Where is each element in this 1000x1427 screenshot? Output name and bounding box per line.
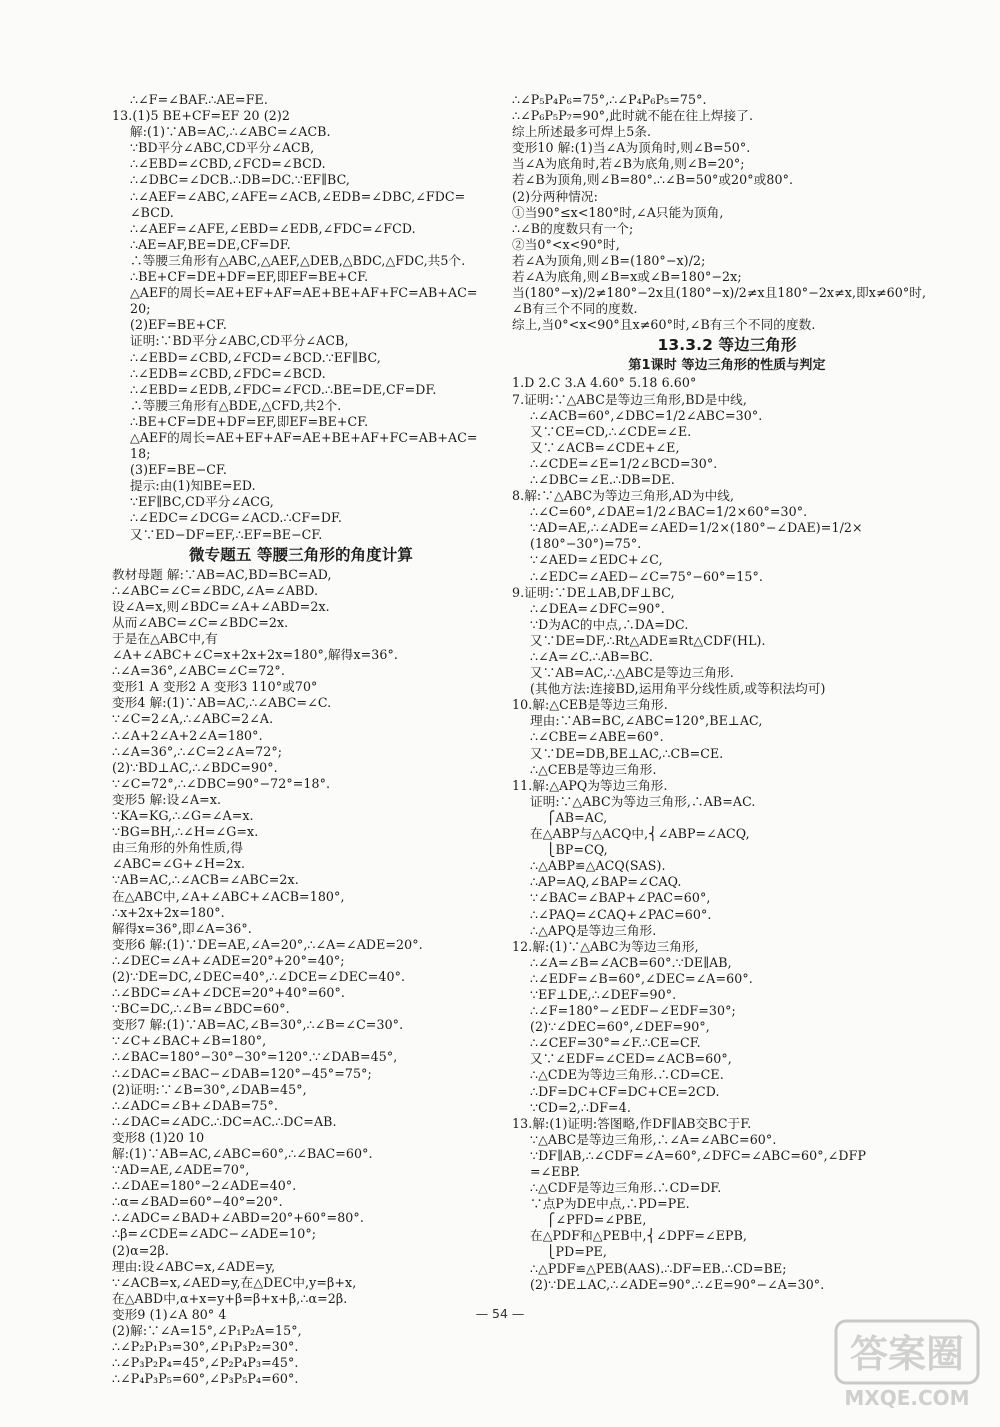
text-line: ∴∠CEF=30°=∠F.∴CE=CF.	[530, 1035, 701, 1051]
text-line: ⎧AB=AC,	[546, 809, 608, 825]
text-line: 于是在△ABC中,有	[112, 631, 218, 646]
text-line: ∴x+2x+2x=180°.	[112, 904, 225, 920]
text-line: 变形4 解:(1)∵AB=AC,∴∠ABC=∠C.	[112, 695, 332, 711]
right-column	[512, 92, 942, 1293]
text-line: ∵∠C+∠BAC+∠B=180°,	[112, 1033, 267, 1049]
text-line: ∴等腰三角形有△ABC,△AEF,△DEB,△BDC,△FDC,共5个.	[130, 252, 466, 268]
text-line: ∴△PDF≌△PEB(AAS).∴DF=EB.∴CD=BE;	[530, 1260, 787, 1276]
text-line: ∠ABC=∠G+∠H=2x.	[112, 856, 246, 872]
text-line: 综上所述最多可焊上5条.	[512, 124, 652, 140]
text-line: (2)∵BD⊥AC,∴∠BDC=90°.	[112, 759, 278, 775]
text-line: ∵BC=DC,∴∠B=∠BDC=60°.	[112, 1001, 290, 1017]
text-line: ∴∠ADC=∠BAD+∠ABD=20°+60°=80°.	[112, 1210, 364, 1226]
text-line: 变形1 A 变形2 A 变形3 110°或70°	[112, 679, 318, 695]
text-line: ∴△CDE为等边三角形.∴CD=CE.	[530, 1067, 724, 1083]
text-line: ∴∠A=36°,∠ABC=∠C=72°.	[112, 663, 285, 679]
watermark-sub: MXQE.COM	[844, 1386, 970, 1410]
text-line: ∴BE+CF=DE+DF=EF,即EF=BE+CF.	[130, 413, 369, 429]
text-line: ∴∠DEA=∠DFC=90°.	[530, 600, 665, 616]
text-line: ∴∠P₂P₁P₃=30°,∠P₁P₃P₂=30°.	[112, 1339, 299, 1355]
text-line: ∴∠DBC=∠DCB.∴DB=DC.∵EF∥BC,	[130, 172, 351, 188]
text-line: 解得x=36°,即∠A=36°.	[112, 920, 252, 936]
text-line: ∴等腰三角形有△BDE,△CFD,共2个.	[130, 397, 342, 413]
text-line: ⎩PD=PE,	[546, 1244, 607, 1260]
text-line: ∴β=∠CDE=∠ADC−∠ADE=10°;	[112, 1226, 317, 1242]
text-line: ∴△CEB是等边三角形.	[530, 761, 657, 777]
text-line: 又∵∠ACB=∠CDE+∠E,	[530, 439, 680, 455]
text-line: ∴∠A+2∠A+2∠A=180°.	[112, 727, 263, 743]
text-line: 13.(1)5 BE+CF=EF 20 (2)2	[112, 108, 291, 124]
text-line: (2)EF=BE+CF.	[130, 317, 227, 333]
text-line: ∴AP=AQ,∠BAP=∠CAQ.	[530, 874, 682, 890]
text-line: ∠BCD.	[130, 204, 174, 220]
left-column	[112, 92, 490, 1387]
text-line: 变形10 解:(1)当∠A为顶角时,则∠B=50°.	[512, 140, 751, 156]
text-line: ②当0°<x<90°时,	[512, 236, 620, 252]
text-line: ∴∠C=60°,∠DAE=1/2∠BAC=1/2×60°=30°.	[530, 504, 808, 520]
text-line: ∴∠ABC=∠C=∠BDC,∠A=∠ABD.	[112, 582, 319, 598]
text-line: 证明:∵BD平分∠ABC,CD平分∠ACB,	[130, 333, 349, 349]
text-line: 证明:∵△ABC为等边三角形,∴AB=AC.	[530, 793, 756, 809]
text-line: 设∠A=x,则∠BDC=∠A+∠ABD=2x.	[112, 598, 330, 614]
text-line: ∵△ABC是等边三角形,∴∠A=∠ABC=60°.	[530, 1131, 777, 1147]
text-line: (2)α=2β.	[112, 1242, 169, 1258]
text-line: (2)分两种情况:	[512, 188, 598, 204]
text-line: 当(180°−x)/2≠180°−2x且(180°−x)/2≠x且180°−2x≠x,即x≠60°时,	[512, 285, 927, 301]
text-line: 在△PDF和△PEB中,⎨∠DPF=∠EPB,	[530, 1228, 748, 1244]
text-line: ∴∠F=180°−∠EDF−∠EDF=30°;	[530, 1003, 736, 1019]
text-line: 又∵AB=AC,∴△ABC是等边三角形.	[530, 665, 734, 681]
section-title: 13.3.2 等边三角形	[657, 336, 797, 355]
text-line: ∠A+∠ABC+∠C=x+2x+2x=180°,解得x=36°.	[112, 647, 398, 663]
text-line: 又∵DE=DF,∴Rt△ADE≌Rt△CDF(HL).	[530, 632, 766, 648]
text-line: ∴∠F=∠BAF.∴AE=FE.	[130, 92, 268, 107]
text-line: (2)证明:∵∠B=30°,∠DAB=45°,	[112, 1081, 307, 1097]
text-line: ∴△CDF是等边三角形.∴CD=DF.	[530, 1180, 722, 1196]
text-line: ∴∠EDF=∠B=60°,∠DEC=∠A=60°.	[530, 970, 753, 986]
text-line: ∴∠EBD=∠EDB,∠FDC=∠FCD.∴BE=DE,CF=DF.	[130, 381, 437, 397]
text-line: 10.解:△CEB是等边三角形.	[512, 697, 668, 713]
text-line: 若∠A为底角,则∠B=x或∠B=180°−2x;	[512, 269, 742, 285]
text-line: 综上,当0°<x<90°且x≠60°时,∠B有三个不同的度数.	[512, 317, 816, 333]
text-line: 若∠B为顶角,则∠B=80°.∴∠B=50°或20°或80°.	[512, 172, 794, 188]
text-line: 从而∠ABC=∠C=∠BDC=2x.	[112, 614, 289, 630]
text-line: △AEF的周长=AE+EF+AF=AE+BE+AF+FC=AB+AC=	[130, 285, 478, 301]
text-line: 又∵ED−DF=EF,∴EF=BE−CF.	[130, 526, 323, 542]
text-line: 在△ABC中,∠A+∠ABC+∠ACB=180°,	[112, 888, 345, 904]
text-line: ∴∠EBD=∠CBD,∠FCD=∠BCD.∵EF∥BC,	[130, 349, 381, 365]
text-line: 13.解:(1)证明:答图略,作DF∥AB交BC于F.	[512, 1115, 752, 1131]
text-line: ①当90°≤x<180°时,∠A只能为顶角,	[512, 204, 724, 220]
text-line: ∵∠ACB=x,∠AED=y,在△DEC中,y=β+x,	[112, 1274, 357, 1290]
text-line: (2)∵∠DEC=60°,∠DEF=90°,	[530, 1019, 710, 1035]
text-line: ∴∠EDB=∠CBD,∠FDC=∠BCD.	[130, 365, 326, 381]
text-line: ∴∠P₄P₃P₅=60°,∠P₃P₅P₄=60°.	[112, 1371, 299, 1387]
text-line: ∴∠EBD=∠CBD,∠FCD=∠BCD.	[130, 156, 326, 172]
text-line: 12.解:(1)∵△ABC为等边三角形,	[512, 938, 699, 954]
text-line: ∴∠P₆P₅P₇=90°,此时就不能在往上焊接了.	[512, 108, 754, 124]
text-line: ∴BE+CF=DE+DF=EF,即EF=BE+CF.	[130, 269, 369, 285]
text-line: ∵D为AC的中点,∴DA=DC.	[530, 616, 689, 632]
text-line: 变形8 (1)20 10	[112, 1129, 205, 1145]
text-line: 变形9 (1)∠A 80° 4	[112, 1306, 227, 1322]
text-line: ∴△ABP≌△ACQ(SAS).	[530, 858, 666, 874]
text-line: ∴△APQ是等边三角形.	[530, 922, 657, 938]
text-line: ∴∠DEC=∠A+∠ADE=20°+20°=40°;	[112, 952, 345, 968]
text-line: ∴∠A=∠B=∠ACB=60°.∵DE∥AB,	[530, 954, 732, 970]
text-line: 8.解:∵△ABC为等边三角形,AD为中线,	[512, 488, 735, 504]
text-line: ∴∠P₃P₂P₄=45°,∠P₂P₄P₃=45°.	[112, 1355, 299, 1371]
text-line: 又∵∠EDF=∠CED=∠ACB=60°,	[530, 1051, 732, 1067]
text-line: ∴∠ADC=∠B+∠DAB=75°.	[112, 1097, 278, 1113]
watermark-main: 答案圈	[849, 1332, 965, 1376]
text-line: ∴∠DBC=∠E.∴DB=DE.	[530, 471, 675, 487]
text-line: ∴∠A=∠C.∴AB=BC.	[530, 649, 653, 664]
text-line: ∴∠ACB=60°,∠DBC=1/2∠ABC=30°.	[530, 407, 763, 423]
text-line: ∴AE=AF,BE=DE,CF=DF.	[130, 236, 291, 252]
text-line: 解:(1)∵AB=AC,∴∠ABC=∠ACB.	[130, 124, 331, 140]
text-line: 1.D 2.C 3.A 4.60° 5.18 6.60°	[512, 375, 697, 391]
text-line: 理由:∵AB=BC,∠ABC=120°,BE⊥AC,	[530, 713, 763, 729]
text-line: ∴∠AEF=∠ABC,∠AFE=∠ACB,∠EDB=∠DBC,∠FDC=	[130, 188, 466, 204]
text-line: ∴DF=DC+CF=DC+CE=2CD.	[530, 1083, 720, 1099]
text-line: 教材母题 解:∵AB=AC,BD=BC=AD,	[112, 566, 332, 582]
text-line: 11.解:△APQ为等边三角形.	[512, 777, 668, 793]
text-line: ∵∠C=2∠A,∴∠ABC=2∠A.	[112, 711, 274, 727]
text-line: ∵EF⊥DE,∴∠DEF=90°.	[530, 986, 677, 1002]
text-line: (2)∵DE=DC,∠DEC=40°,∴∠DCE=∠DEC=40°.	[112, 968, 406, 984]
text-line: ⎩BP=CQ,	[546, 842, 608, 858]
text-line: ∵点P为DE中点,∴PD=PE.	[530, 1196, 690, 1212]
text-line: (180°−30°)=75°.	[530, 536, 642, 552]
text-line: =∠EBP.	[530, 1164, 581, 1179]
text-line: (3)EF=BE−CF.	[130, 462, 227, 478]
text-line: 在△ABP与△ACQ中,⎨∠ABP=∠ACQ,	[530, 826, 750, 842]
text-line: (2)∵DE⊥AC,∴∠ADE=90°.∴∠E=90°−∠A=30°.	[530, 1276, 825, 1292]
text-line: ∴∠DAC=∠ADC.∴DC=AC.∴DC=AB.	[112, 1113, 337, 1129]
text-line: ∵∠AED=∠EDC+∠C,	[530, 552, 663, 568]
text-line: ∵AD=AE,∠ADE=70°,	[112, 1162, 250, 1178]
text-line: ∵DF∥AB,∴∠CDF=∠A=60°,∠DFC=∠ABC=60°,∠DFP	[530, 1147, 867, 1163]
text-line: (2)解:∵∠A=15°,∠P₁P₂A=15°,	[112, 1323, 302, 1339]
text-line: 解:(1)∵AB=AC,∠ABC=60°,∴∠BAC=60°.	[112, 1146, 373, 1161]
text-line: △AEF的周长=AE+EF+AF=AE+BE+AF+FC=AB+AC=	[130, 429, 478, 445]
text-line: 变形7 解:(1)∵AB=AC,∠B=30°,∴∠B=∠C=30°.	[112, 1017, 404, 1033]
text-line: 由三角形的外角性质,得	[112, 840, 244, 856]
text-line: 变形6 解:(1)∵DE=AE,∠A=20°,∴∠A=∠ADE=20°.	[112, 936, 423, 952]
watermark-logo	[832, 1315, 982, 1411]
lesson-title: 第1课时 等边三角形的性质与判定	[628, 358, 826, 374]
text-line: ∴∠CBE=∠ABE=60°.	[530, 729, 664, 745]
text-line: ∵∠C=72°,∴∠DBC=90°−72°=18°.	[112, 775, 331, 791]
text-line: ∴∠AEF=∠AFE,∠EBD=∠EDB,∠FDC=∠FCD.	[130, 220, 416, 236]
text-line: ∵BG=BH,∴∠H=∠G=x.	[112, 824, 259, 840]
text-line: (其他方法:连接BD,运用角平分线性质,或等积法均可)	[530, 681, 826, 697]
text-line: 9.证明:∵DE⊥AB,DF⊥BC,	[512, 584, 675, 600]
text-line: 又∵CE=CD,∴∠CDE=∠E.	[530, 423, 692, 439]
text-line: ∴∠B的度数只有一个;	[512, 220, 634, 236]
text-line: ∵CD=2,∴DF=4.	[530, 1099, 631, 1115]
text-line: 又∵DE=DB,BE⊥AC,∴CB=CE.	[530, 745, 724, 761]
text-line: 提示:由(1)知BE=ED.	[130, 478, 256, 494]
text-line: ∴∠DAC=∠BAC−∠DAB=120°−45°=75°;	[112, 1065, 372, 1081]
text-line: ⎧∠PFD=∠PBE,	[546, 1212, 647, 1228]
text-line: ∴∠BDC=∠A+∠DCE=20°+40°=60°.	[112, 985, 346, 1001]
text-line: 18;	[130, 446, 151, 462]
text-line: 变形5 解:设∠A=x.	[112, 791, 222, 807]
section-title: 微专题五 等腰三角形的角度计算	[189, 545, 413, 564]
text-line: ∴α=∠BAD=60°−40°=20°.	[112, 1194, 283, 1210]
text-line: ∵∠BAC=∠BAP+∠PAC=60°,	[530, 890, 711, 906]
text-line: ∴∠EDC=∠AED−∠C=75°−60°=15°.	[530, 568, 763, 584]
text-line: 7.证明:∵△ABC是等边三角形,BD是中线,	[512, 391, 747, 407]
text-line: 在△ABD中,α+x=y+β=β+x+β,∴α=2β.	[112, 1290, 348, 1306]
text-line: ∴∠EDC=∠DCG=∠ACD.∴CF=DF.	[130, 510, 342, 526]
text-line: 当∠A为底角时,若∠B为底角,则∠B=20°;	[512, 156, 745, 172]
text-line: ∴∠PAQ=∠CAQ+∠PAC=60°.	[530, 906, 712, 922]
text-line: ∴∠CDE=∠E=1/2∠BCD=30°.	[530, 455, 718, 471]
text-line: ∴∠BAC=180°−30°−30°=120°.∵∠DAB=45°,	[112, 1049, 398, 1065]
text-line: 20;	[130, 301, 151, 317]
text-line: ∵KA=KG,∴∠G=∠A=x.	[112, 808, 254, 824]
text-line: 理由:设∠ABC=x,∠ADE=y,	[112, 1258, 276, 1274]
text-line: ∴∠A=36°,∴∠C=2∠A=72°;	[112, 743, 283, 759]
text-line: ∠B有三个不同的度数.	[512, 301, 638, 317]
text-line: ∵AD=AE,∴∠ADE=∠AED=1/2×(180°−∠DAE)=1/2×	[530, 520, 863, 536]
text-line: ∵EF∥BC,CD平分∠ACG,	[130, 494, 274, 510]
text-line: ∴∠P₅P₄P₆=75°,∴∠P₄P₆P₅=75°.	[512, 92, 707, 107]
text-line: 若∠A为顶角,则∠B=(180°−x)/2;	[512, 252, 706, 268]
text-line: ∴∠DAE=180°−2∠ADE=40°.	[112, 1178, 297, 1194]
page-number: — 54 —	[475, 1306, 525, 1321]
text-line: ∵AB=AC,∴∠ACB=∠ABC=2x.	[112, 872, 299, 888]
text-line: ∵BD平分∠ABC,CD平分∠ACB,	[130, 140, 315, 156]
